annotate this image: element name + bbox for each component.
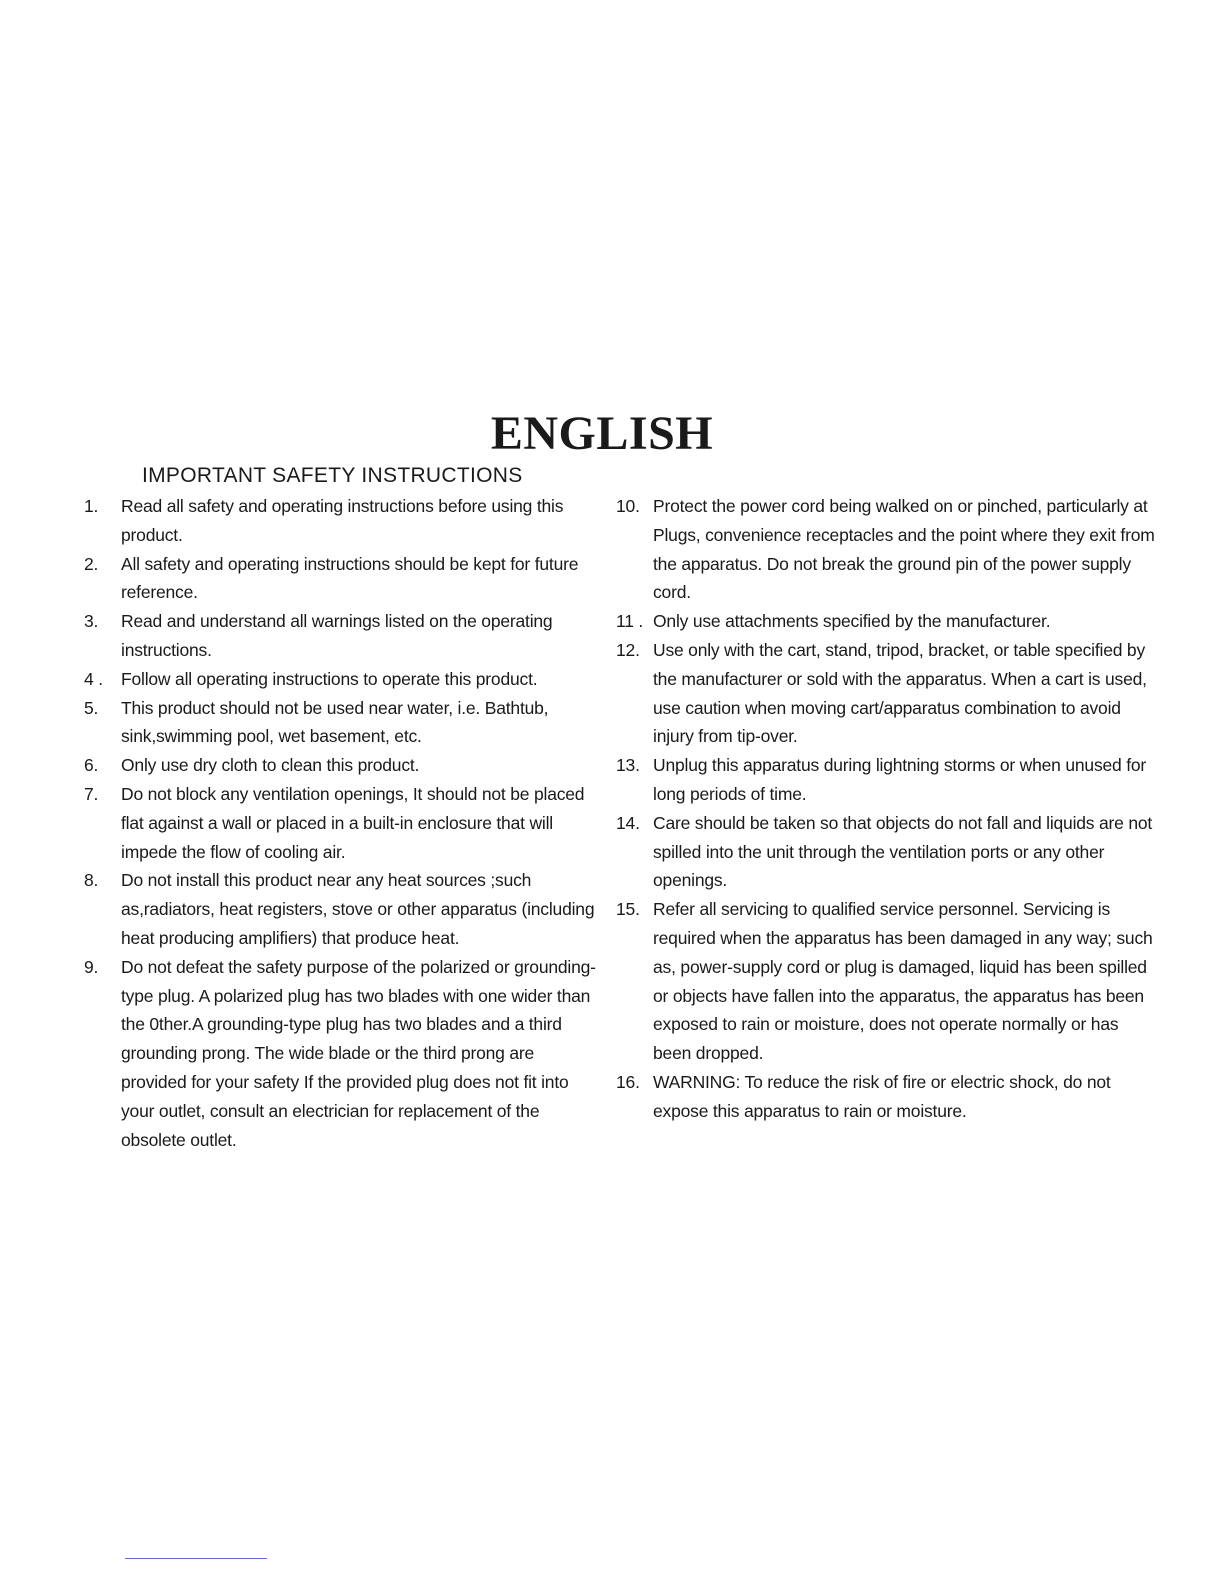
item-number: 6. <box>84 755 99 776</box>
item-text: Only use dry cloth to clean this product. <box>121 755 420 776</box>
item-text: Do not defeat the safety purpose of the polarized or grounding-type plug. A polarized plug has two blades with one wider than the 0ther.A grounding-type plug has two blades and a third grounding prong. The wide blade or the third prong are provided for your safety If the provided plug does not fit into your outlet, consult an electrician for replacement of the obsolete outlet. <box>121 956 596 1150</box>
item-text: Read all safety and operating instructions before using this product. <box>121 496 564 545</box>
item-number: 3. <box>84 611 99 632</box>
item-text: Do not block any ventilation openings, It should not be placed flat against a wall or placed in a built-in enclosure that will impede the flow of cooling air. <box>121 783 585 862</box>
item-text: This product should not be used near water, i.e. Bathtub, sink,swimming pool, wet basement, etc. <box>121 697 549 747</box>
item-text: Do not install this product near any heat sources ;such as,radiators, heat registers, stove or other apparatus (including heat producing amplifiers) that produce heat. <box>121 870 595 948</box>
item-number: 14. <box>616 812 640 833</box>
list-item <box>84 607 604 665</box>
item-text: Follow all operating instructions to operate this product. <box>121 668 538 689</box>
item-number: 8. <box>84 870 99 891</box>
instructions-list-left <box>84 492 604 1154</box>
list-item <box>616 607 1156 636</box>
list-item <box>84 550 604 608</box>
list-item <box>84 780 604 866</box>
list-item <box>616 895 1156 1068</box>
item-number: 5. <box>84 697 99 718</box>
list-item <box>616 809 1156 895</box>
list-item <box>616 492 1156 607</box>
item-text: Only use attachments specified by the manufacturer. <box>653 611 1051 632</box>
item-number: 11 . <box>616 611 644 632</box>
item-number: 1. <box>84 496 99 516</box>
item-number: 9. <box>84 956 99 977</box>
list-item <box>616 1068 1156 1126</box>
instructions-list-right <box>616 492 1156 1126</box>
list-item <box>84 953 604 1155</box>
footer-rule <box>125 1558 267 1559</box>
item-text: WARNING: To reduce the risk of fire or electric shock, do not expose this apparatus to rain or moisture. <box>653 1071 1111 1121</box>
item-number: 12. <box>616 639 640 660</box>
item-text: Use only with the cart, stand, tripod, bracket, or table specified by the manufacturer or sold with the apparatus. When a cart is used, use caution when moving cart/apparatus combination to avoid injury from tip-over. <box>653 639 1147 747</box>
list-item <box>84 694 604 752</box>
item-text: All safety and operating instructions should be kept for future reference. <box>121 553 579 603</box>
item-text: Care should be taken so that objects do not fall and liquids are not spilled into the unit through the ventilation ports or any other openings. <box>653 812 1153 891</box>
item-number: 2. <box>84 553 99 574</box>
list-item <box>84 751 604 780</box>
item-text: Protect the power cord being walked on or pinched, particularly at Plugs, convenience receptacles and the point where they exit from the apparatus. Do not break the ground pin of the power supply cord. <box>653 496 1155 603</box>
list-item <box>84 866 604 952</box>
list-item <box>616 751 1156 809</box>
list-item <box>616 636 1156 751</box>
item-number: 10. <box>616 496 640 516</box>
item-number: 13. <box>616 755 640 776</box>
item-number: 15. <box>616 899 640 920</box>
list-item <box>84 665 604 694</box>
item-text: Refer all servicing to qualified service personnel. Servicing is required when the apparatus has been damaged in any way; such as, power-supply cord or plug is damaged, liquid has been spilled or objects have fallen into the apparatus, the apparatus has been exposed to rain or moisture, does not operate normally or has been dropped. <box>653 899 1153 1064</box>
page-title: ENGLISH <box>490 407 714 460</box>
item-number: 7. <box>84 783 99 804</box>
item-text: Unplug this apparatus during lightning storms or when unused for long periods of time. <box>653 755 1147 804</box>
item-number: 4 . <box>84 668 103 689</box>
section-heading: IMPORTANT SAFETY INSTRUCTIONS <box>142 464 523 487</box>
item-text: Read and understand all warnings listed on the operating instructions. <box>121 611 553 660</box>
item-number: 16. <box>616 1071 640 1092</box>
list-item <box>84 492 604 550</box>
